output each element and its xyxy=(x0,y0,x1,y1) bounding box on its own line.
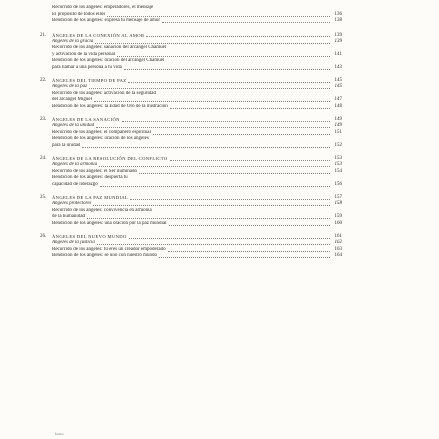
chapter-page-number: 153 xyxy=(334,156,342,161)
toc-page-number: 136 xyxy=(334,11,342,17)
toc-entry-text: Recorrido de los ángeles: tú eres un creador empoderado xyxy=(52,246,166,252)
toc-page-number: 149 xyxy=(334,123,342,128)
toc-page-number: 145 xyxy=(334,84,342,89)
chapter-heading[interactable] xyxy=(40,233,342,240)
toc-entry-text: El propósito de todos ellos xyxy=(52,11,106,17)
chapter-title: ÁNGELES DE LA PAZ MUNDIAL xyxy=(52,195,129,200)
dot-leader xyxy=(170,160,330,161)
dot-leader xyxy=(130,199,330,200)
toc-entry-text: del arcángel Miguel xyxy=(52,97,92,102)
toc-entry-text: Bendición de los ángeles: oración de los ángeles xyxy=(52,136,149,141)
toc-entry-line[interactable] xyxy=(52,253,342,260)
toc-entry-text: Ángeles de la paz xyxy=(52,84,88,89)
toc-page-number: 158 xyxy=(334,201,342,206)
dot-leader xyxy=(122,121,330,122)
toc-page-number: 153 xyxy=(334,162,342,167)
toc-page-number: 160 xyxy=(334,220,342,226)
toc-entry-text: Bendición de los ángeles: una oración por la paz mundial xyxy=(52,220,167,226)
chapter-section xyxy=(40,233,342,260)
chapter-title: ÁNGELES DEL TIEMPO DE PAZ xyxy=(52,78,127,83)
chapter-page-number: 139 xyxy=(334,32,342,38)
toc-entry-text: Recorrido de los ángeles: convivencia en armonía xyxy=(52,207,152,213)
dot-leader xyxy=(96,127,330,128)
chapter-heading[interactable] xyxy=(40,116,342,123)
chapter-page-number: 145 xyxy=(334,78,342,83)
chapter-number: 22. xyxy=(40,78,47,83)
chapter-number: 21. xyxy=(40,32,47,38)
chapter-section xyxy=(40,32,342,72)
chapter-section xyxy=(40,155,342,188)
toc-entry-text: de la humanidad xyxy=(52,214,86,219)
dot-leader xyxy=(107,16,330,17)
toc-page-number: 154 xyxy=(334,168,342,174)
toc-entry-text: Recorrido de los ángeles: emperadores, el mensaje xyxy=(52,5,154,10)
toc-entry-text: para llamar a una persona a tu vida xyxy=(52,64,122,70)
toc-entry-text: Ángeles de la unidad xyxy=(52,123,95,128)
dot-leader xyxy=(169,225,330,226)
chapter-list xyxy=(40,32,342,260)
chapter-heading[interactable] xyxy=(40,77,342,84)
chapter-title: ÁNGELES DEL NUEVO MUNDO xyxy=(52,234,127,239)
toc-entry-text: capacidad de liderazgo xyxy=(52,181,98,187)
intro-section xyxy=(52,5,342,25)
toc-entry-line[interactable] xyxy=(52,221,342,228)
toc-entry-line[interactable] xyxy=(52,18,342,25)
toc-page-number: 159 xyxy=(334,214,342,219)
toc-entry-text: y activación de la vida personal xyxy=(52,51,116,57)
dot-leader xyxy=(95,43,330,44)
dot-leader xyxy=(146,36,330,37)
page-footer: Índice xyxy=(55,432,64,436)
dot-leader xyxy=(93,205,330,206)
toc-entry-text: para la unidad xyxy=(52,142,81,148)
toc-entry-text: Recorrido de los ángeles: el compañero espiritual xyxy=(52,129,151,135)
chapter-number: 26. xyxy=(40,234,47,239)
dot-leader xyxy=(124,69,330,70)
chapter-page-number: 161 xyxy=(334,234,342,239)
dot-leader xyxy=(139,173,330,174)
toc-entry-text: Bendición de los ángeles: oración del arcángel Chamuel xyxy=(52,58,165,63)
toc-entry-text: Ángeles de la armonía xyxy=(52,162,98,167)
dot-leader xyxy=(162,22,330,23)
dot-leader xyxy=(89,88,330,89)
chapter-heading[interactable] xyxy=(40,155,342,162)
toc-entry-text: Ángeles de la gracia xyxy=(52,38,94,44)
toc-page-number: 148 xyxy=(334,103,342,109)
toc-page-number: 163 xyxy=(334,246,342,252)
toc-page-number: 138 xyxy=(334,18,342,23)
toc-entry-line[interactable] xyxy=(52,182,342,189)
toc-page-number: 141 xyxy=(334,51,342,57)
toc-page-number: 152 xyxy=(334,142,342,148)
toc-entry-text: Recorrido de los ángeles: el Ser iluminado xyxy=(52,168,137,174)
toc-page-number: 147 xyxy=(334,97,342,102)
toc-page-number: 156 xyxy=(334,181,342,187)
dot-leader xyxy=(128,82,330,83)
chapter-number: 24. xyxy=(40,156,47,161)
dot-leader xyxy=(82,147,330,148)
chapter-number: 25. xyxy=(40,195,47,200)
toc-page-number: 143 xyxy=(334,64,342,70)
chapter-page-number: 157 xyxy=(334,195,342,200)
toc-entry-text: Bendición de los ángeles: despierta tu xyxy=(52,175,128,180)
toc-entry-text: Bendición de los ángeles: la Edad de Oro de la ilustración xyxy=(52,103,168,109)
toc-entry-text: Recorrido de los ángeles: activación de la seguridad xyxy=(52,90,156,96)
chapter-number: 23. xyxy=(40,117,47,122)
dot-leader xyxy=(159,257,330,258)
toc-entry-text: Ángeles protectores xyxy=(52,201,92,206)
chapter-section xyxy=(40,116,342,149)
toc-entry-text: Bendición de los ángeles: expresa tu mensaje de amor xyxy=(52,18,161,23)
toc-page-number: 151 xyxy=(334,129,342,135)
chapter-page-number: 149 xyxy=(334,117,342,122)
dot-leader xyxy=(129,238,330,239)
chapter-section xyxy=(40,194,342,227)
toc-entry-text: Recorrido de los ángeles: sanación del arcángel Chamuel xyxy=(52,45,167,50)
dot-leader xyxy=(168,251,330,252)
dot-leader xyxy=(99,166,330,167)
toc-entry-text: Ángeles de la justicia xyxy=(52,240,95,245)
dot-leader xyxy=(170,108,330,109)
chapter-heading[interactable] xyxy=(40,194,342,201)
toc-page-number: 162 xyxy=(334,240,342,245)
dot-leader xyxy=(100,186,330,187)
toc-entry-text: Bendición de los ángeles: sé uno con nuestro mundo xyxy=(52,253,157,258)
dot-leader xyxy=(97,244,330,245)
chapter-title: ÁNGELES DE LA SANACIÓN xyxy=(52,117,120,122)
toc-page-number: 164 xyxy=(334,253,342,258)
toc-entry-line[interactable] xyxy=(52,65,342,72)
chapter-heading[interactable] xyxy=(40,32,342,39)
chapter-title: ÁNGELES DE LA RESOLUCIÓN DEL CONFLICTO xyxy=(52,156,168,161)
dot-leader xyxy=(153,134,330,135)
chapter-section xyxy=(40,77,342,110)
dot-leader xyxy=(87,218,330,219)
dot-leader xyxy=(117,56,330,57)
toc-entry-line[interactable] xyxy=(52,143,342,150)
toc-entry-line[interactable] xyxy=(52,104,342,111)
toc-page-number: 139 xyxy=(334,38,342,44)
chapter-title: ÁNGELES DE LA CONEXIÓN AL AMOR xyxy=(52,32,145,38)
dot-leader xyxy=(94,101,330,102)
